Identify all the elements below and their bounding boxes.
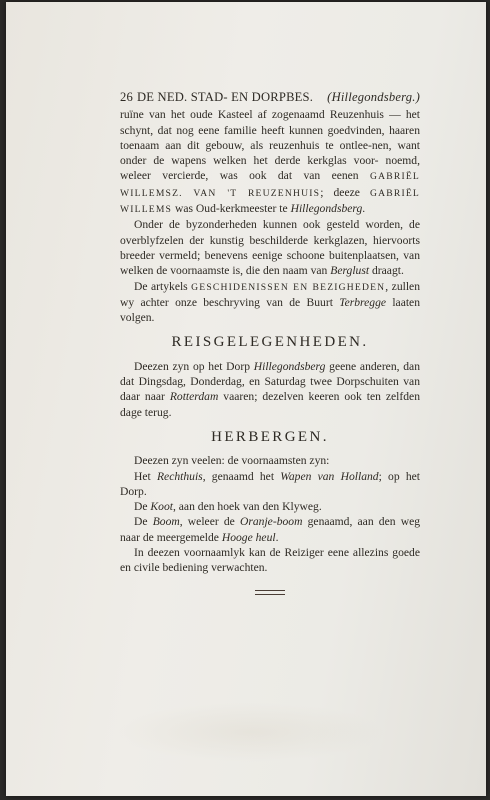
book-page [6, 2, 486, 796]
paragraph-reuzenhuis: ruïne van het oude Kasteel af zogenaamd Reuzenhuis — het schynt, dat nog eene familie heeft kunnen goedvinden, haaren toenaam aan dit gebouw, als reuzenhuis te ontlee-nen, want onder de wapens welken het derde kerkglas voor- noemd, weleer vercierde, was ook dat van eenen GABRIËL WILLEMSZ. VAN 'T REUZENHUIS; deeze GABRIËL WILLEMS was Oud-kerkmeester te Hillegondsberg. [120, 108, 420, 216]
page-text [120, 90, 420, 595]
page-number: 26 [120, 90, 133, 104]
paragraph-byzonderheden: Onder de byzonderheden kunnen ook gesteld worden, de overblyfzelen der kunstig beschilderde kerkglazen, hiervoorts breeder vermeld; benevens eenige schoone buitenplaatsen, van welken de voornaamste is, die den naam van Berglust draagt. [120, 218, 420, 278]
running-place: (Hillegondsberg.) [327, 90, 420, 104]
list-item-boom: De Boom, weleer de Oranje-boom genaamd, aan den weg naar de meergemelde Hooge heul. [120, 515, 421, 544]
running-head [120, 90, 420, 105]
heading-herbergen: HERBERGEN. [211, 428, 329, 445]
list-item-koot: De Koot, aan den hoek van den Klyweg. [134, 500, 322, 514]
end-rule [255, 590, 285, 595]
list-item-rechthuis: Het Rechthuis, genaamd het Wapen van Holland; op het Dorp. [120, 469, 421, 498]
running-title: DE NED. STAD- EN DORPBES. [137, 90, 314, 104]
paragraph-reisgelegenheden: Deezen zyn op het Dorp Hillegondsberg geene anderen, dan dat Dingsdag, Donderdag, en Saturdag twee Dorpschuiten van daar naar Rotterdam vaaren; dezelven keeren ook ten zelfden dage terug. [120, 359, 420, 419]
heading-reisgelegenheden: REISGELEGENHEDEN. [171, 334, 369, 351]
page-stain [116, 702, 386, 762]
paragraph-closing: In deezen voornaamlyk kan de Reiziger eene allezins goede en civile bediening verwachten. [120, 546, 420, 575]
paragraph-herbergen-intro: Deezen zyn veelen: de voornaamsten zyn: [134, 454, 330, 468]
paragraph-artykels: De artykels GESCHIDENISSEN EN BEZIGHEDEN, zullen wy achter onze beschryving van de Buurt Terbregge laaten volgen. [120, 279, 421, 325]
